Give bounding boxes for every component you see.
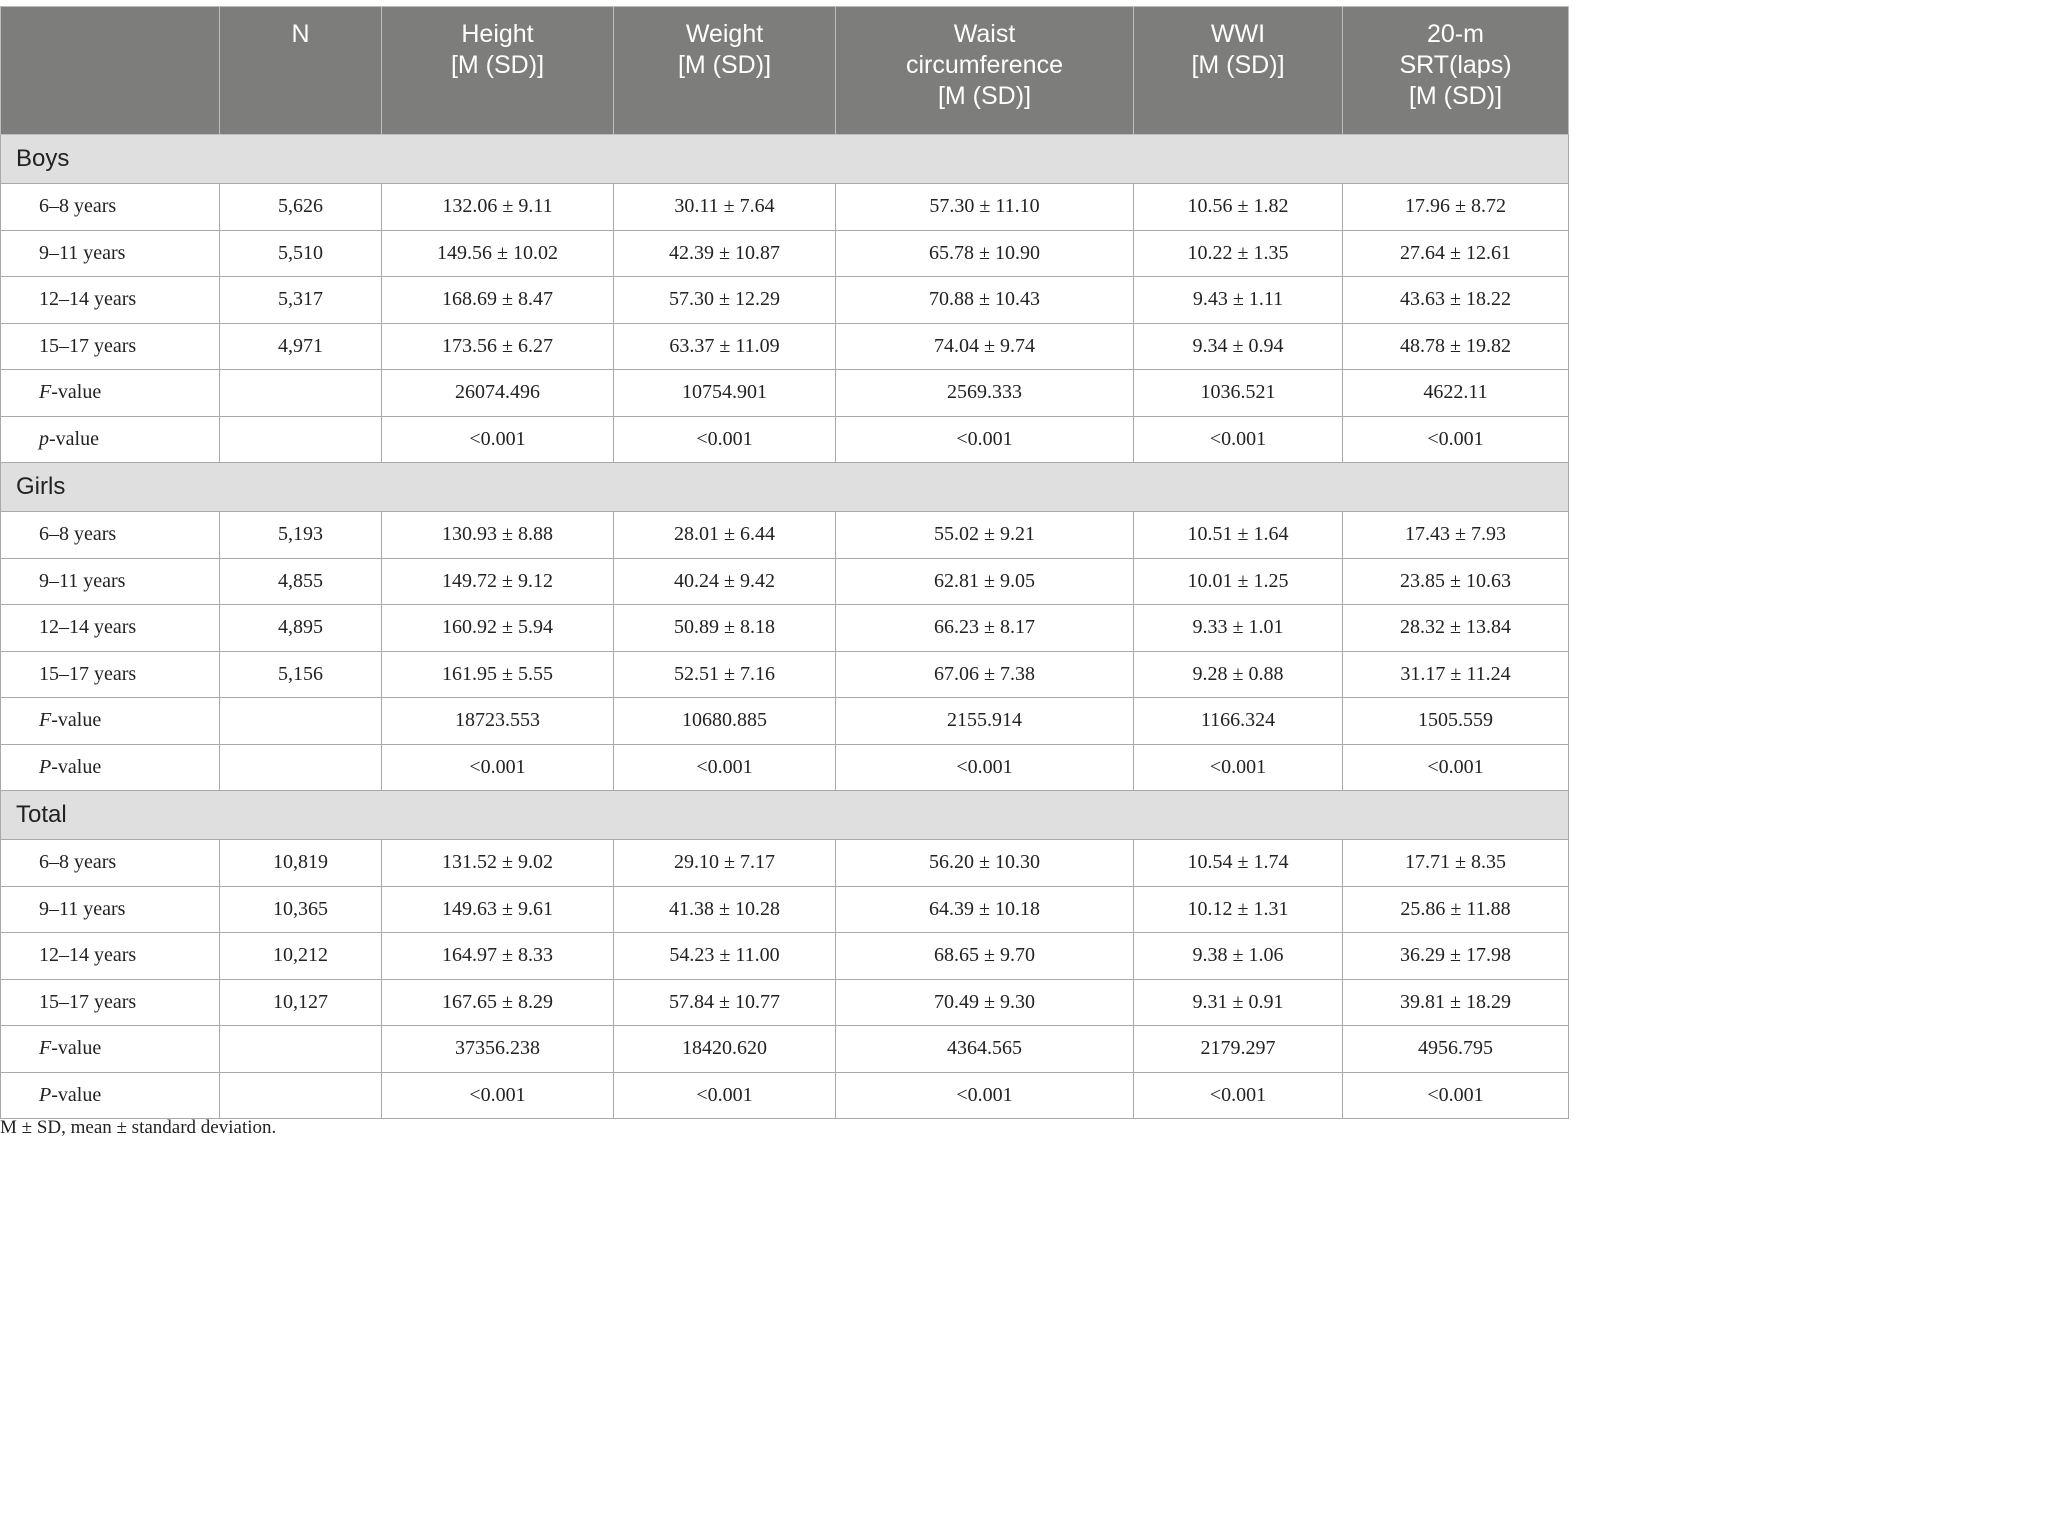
f-value-srt-cell: 4622.11 bbox=[1343, 370, 1569, 417]
wwi-cell: 10.01 ± 1.25 bbox=[1134, 558, 1343, 605]
n-cell: 4,895 bbox=[220, 605, 382, 652]
p-value-wwi-cell: <0.001 bbox=[1134, 1072, 1343, 1119]
height-cell: 131.52 ± 9.02 bbox=[382, 840, 614, 887]
p-value-srt-cell: <0.001 bbox=[1343, 744, 1569, 791]
f-value-letter: F bbox=[39, 709, 52, 732]
wwi-cell: 10.12 ± 1.31 bbox=[1134, 886, 1343, 933]
srt-cell: 23.85 ± 10.63 bbox=[1343, 558, 1569, 605]
weight-cell: 50.89 ± 8.18 bbox=[614, 605, 836, 652]
group-title: Boys bbox=[1, 135, 1569, 184]
n-cell: 5,193 bbox=[220, 512, 382, 559]
wwi-cell: 10.51 ± 1.64 bbox=[1134, 512, 1343, 559]
age-group-label: 12–14 years bbox=[1, 933, 220, 980]
waist-cell: 68.65 ± 9.70 bbox=[836, 933, 1134, 980]
statistics-table bbox=[0, 6, 1569, 1119]
wwi-cell: 10.22 ± 1.35 bbox=[1134, 230, 1343, 277]
weight-cell: 42.39 ± 10.87 bbox=[614, 230, 836, 277]
waist-cell: 67.06 ± 7.38 bbox=[836, 651, 1134, 698]
p-value-height-cell: <0.001 bbox=[382, 416, 614, 463]
p-value-suffix: -value bbox=[49, 427, 99, 450]
p-value-wwi-cell: <0.001 bbox=[1134, 416, 1343, 463]
height-cell: 130.93 ± 8.88 bbox=[382, 512, 614, 559]
table-row bbox=[1, 512, 1569, 559]
age-group-label: 15–17 years bbox=[1, 979, 220, 1026]
f-value-height-cell: 37356.238 bbox=[382, 1026, 614, 1073]
f-value-wwi-cell: 1036.521 bbox=[1134, 370, 1343, 417]
f-value-waist-cell: 2569.333 bbox=[836, 370, 1134, 417]
height-cell: 164.97 ± 8.33 bbox=[382, 933, 614, 980]
f-value-suffix: -value bbox=[51, 709, 102, 732]
p-value-weight-cell: <0.001 bbox=[614, 416, 836, 463]
group-title: Total bbox=[1, 791, 1569, 840]
age-group-label: 12–14 years bbox=[1, 277, 220, 324]
f-value-label bbox=[1, 1026, 220, 1073]
p-value-waist-cell: <0.001 bbox=[836, 1072, 1134, 1119]
f-value-row bbox=[1, 1026, 1569, 1073]
wwi-cell: 9.38 ± 1.06 bbox=[1134, 933, 1343, 980]
f-value-weight-cell: 18420.620 bbox=[614, 1026, 836, 1073]
header-cell-empty bbox=[1, 7, 220, 135]
age-group-label: 6–8 years bbox=[1, 512, 220, 559]
srt-cell: 17.71 ± 8.35 bbox=[1343, 840, 1569, 887]
table-row bbox=[1, 184, 1569, 231]
waist-cell: 70.88 ± 10.43 bbox=[836, 277, 1134, 324]
f-value-srt-cell: 4956.795 bbox=[1343, 1026, 1569, 1073]
weight-cell: 41.38 ± 10.28 bbox=[614, 886, 836, 933]
table-footnote: M ± SD, mean ± standard deviation. bbox=[0, 1117, 277, 1138]
p-value-label bbox=[1, 416, 220, 463]
wwi-cell: 9.43 ± 1.11 bbox=[1134, 277, 1343, 324]
height-cell: 167.65 ± 8.29 bbox=[382, 979, 614, 1026]
waist-cell: 56.20 ± 10.30 bbox=[836, 840, 1134, 887]
n-cell: 10,365 bbox=[220, 886, 382, 933]
table-row bbox=[1, 277, 1569, 324]
srt-cell: 17.96 ± 8.72 bbox=[1343, 184, 1569, 231]
height-cell: 168.69 ± 8.47 bbox=[382, 277, 614, 324]
waist-cell: 74.04 ± 9.74 bbox=[836, 323, 1134, 370]
height-cell: 161.95 ± 5.55 bbox=[382, 651, 614, 698]
height-cell: 149.56 ± 10.02 bbox=[382, 230, 614, 277]
table-row bbox=[1, 886, 1569, 933]
table-row bbox=[1, 605, 1569, 652]
group-header-row bbox=[1, 463, 1569, 512]
header-cell-srt: 20-m SRT(laps) [M (SD)] bbox=[1343, 7, 1569, 135]
p-value-suffix: -value bbox=[51, 755, 102, 778]
f-value-suffix: -value bbox=[51, 381, 102, 404]
table-row bbox=[1, 558, 1569, 605]
age-group-label: 6–8 years bbox=[1, 184, 220, 231]
n-cell: 4,971 bbox=[220, 323, 382, 370]
f-value-weight-cell: 10754.901 bbox=[614, 370, 836, 417]
p-value-letter: P bbox=[39, 1083, 52, 1106]
n-cell: 10,212 bbox=[220, 933, 382, 980]
f-value-waist-cell: 4364.565 bbox=[836, 1026, 1134, 1073]
srt-cell: 39.81 ± 18.29 bbox=[1343, 979, 1569, 1026]
p-value-letter: P bbox=[39, 755, 52, 778]
n-cell: 10,819 bbox=[220, 840, 382, 887]
weight-cell: 54.23 ± 11.00 bbox=[614, 933, 836, 980]
p-value-srt-cell: <0.001 bbox=[1343, 416, 1569, 463]
srt-cell: 36.29 ± 17.98 bbox=[1343, 933, 1569, 980]
n-cell-empty bbox=[220, 744, 382, 791]
table-row bbox=[1, 323, 1569, 370]
table-row bbox=[1, 230, 1569, 277]
waist-cell: 62.81 ± 9.05 bbox=[836, 558, 1134, 605]
srt-cell: 27.64 ± 12.61 bbox=[1343, 230, 1569, 277]
f-value-waist-cell: 2155.914 bbox=[836, 698, 1134, 745]
f-value-wwi-cell: 2179.297 bbox=[1134, 1026, 1343, 1073]
table-row bbox=[1, 651, 1569, 698]
n-cell: 4,855 bbox=[220, 558, 382, 605]
f-value-letter: F bbox=[39, 381, 52, 404]
p-value-srt-cell: <0.001 bbox=[1343, 1072, 1569, 1119]
table-body bbox=[1, 135, 1569, 1119]
header-cell-weight: Weight [M (SD)] bbox=[614, 7, 836, 135]
weight-cell: 29.10 ± 7.17 bbox=[614, 840, 836, 887]
wwi-cell: 9.34 ± 0.94 bbox=[1134, 323, 1343, 370]
age-group-label: 9–11 years bbox=[1, 886, 220, 933]
p-value-waist-cell: <0.001 bbox=[836, 416, 1134, 463]
n-cell: 5,317 bbox=[220, 277, 382, 324]
p-value-suffix: -value bbox=[51, 1083, 102, 1106]
srt-cell: 48.78 ± 19.82 bbox=[1343, 323, 1569, 370]
waist-cell: 64.39 ± 10.18 bbox=[836, 886, 1134, 933]
p-value-row bbox=[1, 744, 1569, 791]
f-value-row bbox=[1, 370, 1569, 417]
age-group-label: 15–17 years bbox=[1, 323, 220, 370]
waist-cell: 57.30 ± 11.10 bbox=[836, 184, 1134, 231]
srt-cell: 17.43 ± 7.93 bbox=[1343, 512, 1569, 559]
wwi-cell: 9.31 ± 0.91 bbox=[1134, 979, 1343, 1026]
weight-cell: 52.51 ± 7.16 bbox=[614, 651, 836, 698]
wwi-cell: 9.28 ± 0.88 bbox=[1134, 651, 1343, 698]
age-group-label: 15–17 years bbox=[1, 651, 220, 698]
weight-cell: 57.84 ± 10.77 bbox=[614, 979, 836, 1026]
weight-cell: 63.37 ± 11.09 bbox=[614, 323, 836, 370]
n-cell-empty bbox=[220, 370, 382, 417]
f-value-row bbox=[1, 698, 1569, 745]
table-row bbox=[1, 933, 1569, 980]
waist-cell: 66.23 ± 8.17 bbox=[836, 605, 1134, 652]
waist-cell: 65.78 ± 10.90 bbox=[836, 230, 1134, 277]
srt-cell: 25.86 ± 11.88 bbox=[1343, 886, 1569, 933]
p-value-waist-cell: <0.001 bbox=[836, 744, 1134, 791]
header-cell-waist: Waist circumference [M (SD)] bbox=[836, 7, 1134, 135]
age-group-label: 6–8 years bbox=[1, 840, 220, 887]
weight-cell: 57.30 ± 12.29 bbox=[614, 277, 836, 324]
n-cell-empty bbox=[220, 416, 382, 463]
table-row bbox=[1, 840, 1569, 887]
header-cell-height: Height [M (SD)] bbox=[382, 7, 614, 135]
height-cell: 149.72 ± 9.12 bbox=[382, 558, 614, 605]
height-cell: 173.56 ± 6.27 bbox=[382, 323, 614, 370]
p-value-row bbox=[1, 416, 1569, 463]
f-value-height-cell: 26074.496 bbox=[382, 370, 614, 417]
age-group-label: 9–11 years bbox=[1, 230, 220, 277]
f-value-wwi-cell: 1166.324 bbox=[1134, 698, 1343, 745]
waist-cell: 55.02 ± 9.21 bbox=[836, 512, 1134, 559]
table-row bbox=[1, 979, 1569, 1026]
f-value-srt-cell: 1505.559 bbox=[1343, 698, 1569, 745]
p-value-label bbox=[1, 1072, 220, 1119]
age-group-label: 9–11 years bbox=[1, 558, 220, 605]
weight-cell: 40.24 ± 9.42 bbox=[614, 558, 836, 605]
wwi-cell: 10.56 ± 1.82 bbox=[1134, 184, 1343, 231]
p-value-height-cell: <0.001 bbox=[382, 744, 614, 791]
p-value-weight-cell: <0.001 bbox=[614, 744, 836, 791]
n-cell-empty bbox=[220, 1072, 382, 1119]
height-cell: 149.63 ± 9.61 bbox=[382, 886, 614, 933]
height-cell: 132.06 ± 9.11 bbox=[382, 184, 614, 231]
srt-cell: 28.32 ± 13.84 bbox=[1343, 605, 1569, 652]
f-value-letter: F bbox=[39, 1037, 52, 1060]
group-title: Girls bbox=[1, 463, 1569, 512]
f-value-label bbox=[1, 370, 220, 417]
p-value-row bbox=[1, 1072, 1569, 1119]
f-value-label bbox=[1, 698, 220, 745]
header-row bbox=[1, 7, 1569, 135]
weight-cell: 28.01 ± 6.44 bbox=[614, 512, 836, 559]
age-group-label: 12–14 years bbox=[1, 605, 220, 652]
f-value-weight-cell: 10680.885 bbox=[614, 698, 836, 745]
wwi-cell: 9.33 ± 1.01 bbox=[1134, 605, 1343, 652]
height-cell: 160.92 ± 5.94 bbox=[382, 605, 614, 652]
p-value-letter: p bbox=[39, 427, 49, 450]
p-value-label bbox=[1, 744, 220, 791]
f-value-height-cell: 18723.553 bbox=[382, 698, 614, 745]
p-value-wwi-cell: <0.001 bbox=[1134, 744, 1343, 791]
header-cell-wwi: WWI [M (SD)] bbox=[1134, 7, 1343, 135]
header-cell-n: N bbox=[220, 7, 382, 135]
n-cell: 5,626 bbox=[220, 184, 382, 231]
f-value-suffix: -value bbox=[51, 1037, 102, 1060]
wwi-cell: 10.54 ± 1.74 bbox=[1134, 840, 1343, 887]
n-cell-empty bbox=[220, 698, 382, 745]
group-header-row bbox=[1, 135, 1569, 184]
n-cell: 5,510 bbox=[220, 230, 382, 277]
srt-cell: 43.63 ± 18.22 bbox=[1343, 277, 1569, 324]
n-cell-empty bbox=[220, 1026, 382, 1073]
p-value-weight-cell: <0.001 bbox=[614, 1072, 836, 1119]
waist-cell: 70.49 ± 9.30 bbox=[836, 979, 1134, 1026]
table-header bbox=[1, 7, 1569, 135]
group-header-row bbox=[1, 791, 1569, 840]
srt-cell: 31.17 ± 11.24 bbox=[1343, 651, 1569, 698]
p-value-height-cell: <0.001 bbox=[382, 1072, 614, 1119]
n-cell: 10,127 bbox=[220, 979, 382, 1026]
weight-cell: 30.11 ± 7.64 bbox=[614, 184, 836, 231]
n-cell: 5,156 bbox=[220, 651, 382, 698]
